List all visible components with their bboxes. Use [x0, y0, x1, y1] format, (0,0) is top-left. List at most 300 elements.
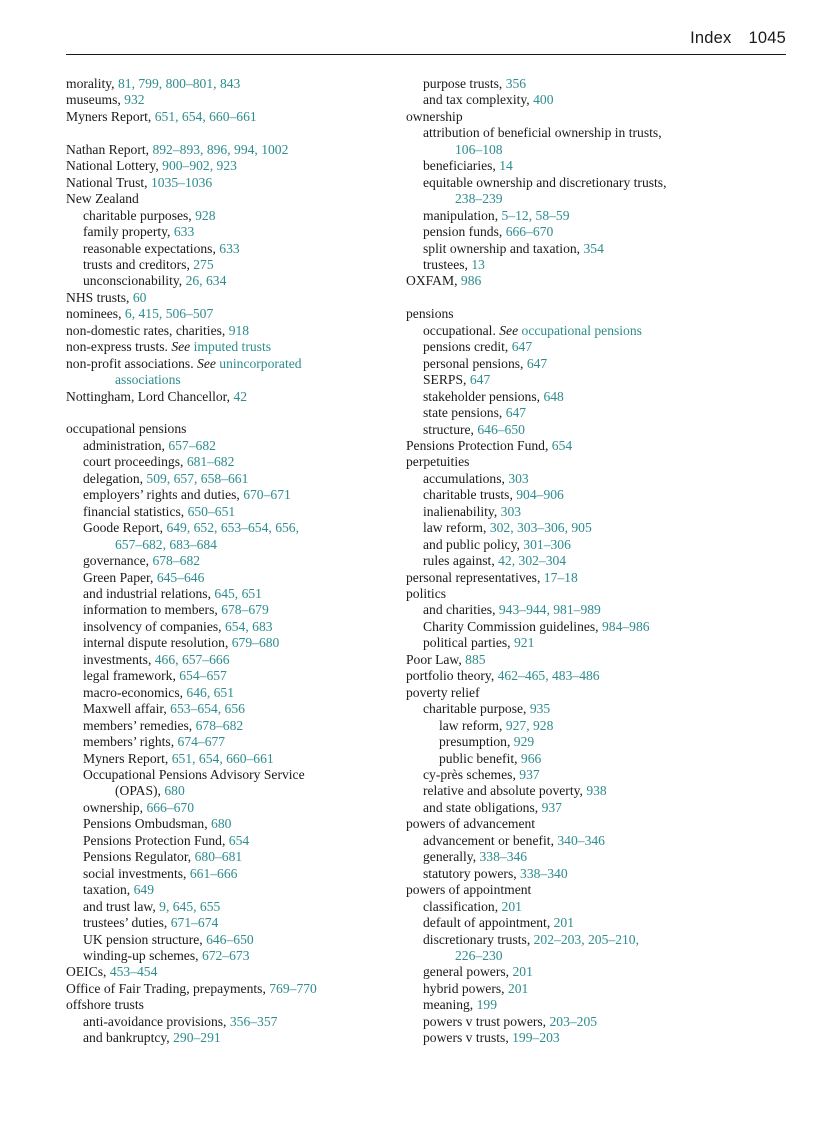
index-subentry	[66, 800, 396, 816]
entry-term: hybrid powers,	[423, 980, 508, 996]
page-references[interactable]: 649	[133, 882, 154, 898]
page-references[interactable]: 645–646	[156, 569, 205, 585]
index-column-left	[66, 76, 396, 1047]
cross-reference-link[interactable]: occupational pensions	[521, 322, 642, 338]
index-subentry	[406, 208, 736, 224]
index-subentry	[66, 652, 396, 668]
entry-term: state pensions,	[423, 405, 506, 421]
entry-term: Office of Fair Trading, prepayments,	[66, 980, 270, 996]
page-references[interactable]: 453–454	[109, 964, 158, 980]
page-references[interactable]: 13	[471, 256, 485, 272]
page-references[interactable]: 14	[499, 158, 513, 174]
page-references[interactable]: 9, 645, 655	[159, 898, 221, 914]
index-subentry	[66, 932, 396, 948]
page-references[interactable]: 680	[211, 816, 232, 832]
entry-term: National Trust,	[66, 174, 151, 190]
entry-term: rules against,	[423, 553, 499, 569]
page-references[interactable]: 943–944, 981–989	[498, 602, 601, 618]
entry-term: political parties,	[423, 635, 514, 651]
entry-term: discretionary trusts,	[423, 931, 534, 947]
entry-term: investments,	[83, 651, 155, 667]
entry-term: Occupational Pensions Advisory Service	[83, 767, 305, 782]
page-references[interactable]: 81, 799, 800–801, 843	[117, 76, 241, 91]
entry-term: accumulations,	[423, 470, 509, 486]
entry-term: morality,	[66, 76, 118, 91]
entry-term: default of appointment,	[423, 915, 554, 931]
index-subentry	[66, 849, 396, 865]
page-references[interactable]: 654	[228, 832, 250, 848]
index-heading	[406, 109, 736, 125]
entry-term: presumption,	[439, 734, 514, 750]
page-references[interactable]: 649, 652, 653–654, 656,	[166, 520, 299, 536]
index-subentry	[66, 1030, 396, 1046]
page-references[interactable]: 275	[193, 256, 214, 272]
page-references[interactable]: 679–680	[231, 635, 280, 651]
index-subentry	[66, 570, 396, 586]
page-references[interactable]: 666–670	[146, 799, 195, 815]
page-references[interactable]: 633	[173, 224, 195, 240]
index-subentry	[66, 487, 396, 503]
page-references[interactable]: 302, 303–306, 905	[489, 520, 592, 536]
entry-term: OEICs,	[66, 964, 110, 980]
page-references[interactable]: 646–650	[206, 931, 254, 947]
entry-term: advancement or benefit,	[423, 832, 558, 848]
entry-spacer	[406, 290, 736, 306]
index-heading	[66, 997, 396, 1013]
index-subentry	[66, 224, 396, 240]
index-heading	[66, 356, 396, 372]
index-heading	[66, 158, 396, 174]
page-references[interactable]: 199	[476, 997, 497, 1013]
index-subentry	[66, 273, 396, 289]
page-references[interactable]: 670–671	[243, 487, 291, 503]
index-column-right	[406, 76, 736, 1047]
entry-term: portfolio theory,	[406, 668, 498, 684]
page-references[interactable]: 303	[500, 503, 522, 519]
entry-term: purpose trusts,	[423, 76, 506, 91]
index-subentry	[66, 866, 396, 882]
entry-term: offshore trusts	[66, 997, 144, 1013]
page-references[interactable]: 937	[541, 799, 562, 815]
entry-term: members’ rights,	[83, 734, 178, 750]
index-subentry	[406, 718, 736, 734]
entry-term: internal dispute resolution,	[83, 635, 232, 651]
entry-term: ownership	[406, 108, 463, 124]
page-references[interactable]: 928	[195, 207, 216, 223]
page-references[interactable]: 645, 651	[214, 586, 262, 602]
page-references[interactable]: 885	[465, 651, 486, 667]
cross-reference-link[interactable]: imputed trusts	[193, 339, 272, 355]
index-heading	[66, 421, 396, 437]
page-references[interactable]: 672–673	[201, 947, 250, 963]
index-subentry	[406, 1030, 736, 1046]
entry-term: non-domestic rates, charities,	[66, 322, 229, 338]
page-references[interactable]: 661–666	[189, 865, 238, 881]
index-subentry	[406, 981, 736, 997]
index-subentry	[406, 800, 736, 816]
index-subentry	[66, 833, 396, 849]
index-heading	[406, 668, 736, 684]
index-subentry	[406, 767, 736, 783]
page-references[interactable]: 647	[526, 355, 548, 371]
index-subentry	[66, 635, 396, 651]
index-subentry	[66, 257, 396, 273]
index-subentry	[406, 783, 736, 799]
page-references[interactable]: 681–682	[186, 454, 235, 470]
entry-term: New Zealand	[66, 191, 139, 207]
page-references[interactable]: 42, 302–304	[498, 553, 567, 569]
index-heading	[66, 306, 396, 322]
index-heading	[406, 882, 736, 898]
index-subentry	[66, 751, 396, 767]
entry-term: public benefit,	[439, 750, 521, 766]
index-heading	[66, 142, 396, 158]
index-heading	[66, 339, 396, 355]
entry-term: occupational.	[423, 322, 500, 338]
index-subentry	[66, 668, 396, 684]
index-subentry	[406, 833, 736, 849]
entry-term: law reform,	[439, 717, 506, 733]
index-subentry	[406, 602, 736, 618]
page-references[interactable]: 646–650	[477, 421, 525, 437]
entry-term: and bankruptcy,	[83, 1030, 174, 1046]
page-references[interactable]: 201	[553, 915, 575, 931]
index-subentry	[66, 520, 396, 536]
page-references[interactable]: 935	[529, 701, 551, 717]
index-subentry	[406, 356, 736, 372]
entry-term: Nathan Report,	[66, 141, 153, 157]
entry-term: politics	[406, 586, 447, 602]
entry-spacer	[66, 125, 396, 141]
page-references[interactable]: 900–902, 923	[162, 158, 237, 174]
index-heading	[66, 175, 396, 191]
entry-term: charitable trusts,	[423, 487, 517, 503]
page-number: 1045	[748, 29, 786, 47]
page-references[interactable]: 769–770	[269, 980, 317, 996]
entry-term: law reform,	[423, 520, 490, 536]
entry-term: members’ remedies,	[83, 717, 196, 733]
index-subentry	[406, 635, 736, 651]
entry-term: unconscionability,	[83, 273, 186, 289]
page-references[interactable]: 201	[512, 964, 533, 980]
entry-term: powers of advancement	[406, 816, 536, 832]
entry-term: Pensions Ombudsman,	[83, 816, 212, 832]
entry-term: Pensions Protection Fund,	[83, 832, 229, 848]
page-references[interactable]: 201	[507, 980, 529, 996]
page-references[interactable]: 927, 928	[505, 717, 554, 733]
entry-term: Pensions Regulator,	[83, 849, 195, 865]
page-references[interactable]: 226–230	[455, 948, 503, 963]
entry-term: family property,	[83, 224, 174, 240]
index-subentry	[406, 701, 736, 717]
page-references[interactable]: 356	[505, 76, 527, 91]
page-references[interactable]: 671–674	[170, 915, 219, 931]
page-references[interactable]: 633	[219, 240, 240, 256]
index-subentry	[406, 241, 736, 257]
index-continuation	[406, 948, 736, 964]
index-subentry	[406, 964, 736, 980]
index-subentry	[66, 454, 396, 470]
index-subentry	[66, 915, 396, 931]
entry-term: Charity Commission guidelines,	[423, 618, 602, 634]
page-references[interactable]: 651, 654, 660–661	[171, 750, 274, 766]
index-subentry	[406, 932, 736, 948]
entry-term: and charities,	[423, 602, 499, 618]
entry-term: non-express trusts.	[66, 339, 172, 355]
entry-term: OXFAM,	[406, 273, 461, 289]
index-continuation	[406, 191, 736, 207]
page-references[interactable]: 238–239	[455, 191, 503, 207]
page-references[interactable]: 462–465, 483–486	[497, 668, 600, 684]
page-references[interactable]: 354	[583, 240, 604, 256]
page-references[interactable]: 892–893, 896, 994, 1002	[152, 141, 289, 157]
entry-term: NHS trusts,	[66, 289, 133, 305]
page-references[interactable]: 203–205	[549, 1013, 598, 1029]
index-heading	[66, 964, 396, 980]
index-subentry	[406, 224, 736, 240]
index-heading	[66, 323, 396, 339]
page-references[interactable]: 657–682	[168, 437, 216, 453]
entry-term: nominees,	[66, 306, 125, 322]
index-heading	[66, 290, 396, 306]
page-references[interactable]: 680	[164, 783, 185, 799]
page-references[interactable]: 338–346	[479, 849, 528, 865]
index-subentry	[406, 339, 736, 355]
index-subentry	[406, 915, 736, 931]
entry-term: insolvency of companies,	[83, 618, 225, 634]
entry-term: personal pensions,	[423, 355, 527, 371]
entry-term: poverty relief	[406, 684, 480, 700]
running-header	[66, 26, 786, 55]
page-references[interactable]: 338–340	[520, 865, 568, 881]
page-references[interactable]: 106–108	[455, 141, 503, 157]
entry-term: trusts and creditors,	[83, 256, 194, 272]
entry-term: beneficiaries,	[423, 158, 500, 174]
entry-term: Myners Report,	[66, 108, 155, 124]
entry-term: and state obligations,	[423, 799, 542, 815]
page-references[interactable]: 1035–1036	[150, 174, 213, 190]
entry-term: Maxwell affair,	[83, 701, 171, 717]
index-subentry	[66, 718, 396, 734]
index-subentry	[406, 1014, 736, 1030]
page-references[interactable]: 651, 654, 660–661	[154, 108, 257, 124]
index-subentry	[66, 438, 396, 454]
page-references[interactable]: 290–291	[173, 1030, 221, 1046]
entry-term: and tax complexity,	[423, 92, 534, 108]
index-subentry	[66, 619, 396, 635]
page-references[interactable]: 918	[228, 322, 250, 338]
entry-term: Green Paper,	[83, 569, 157, 585]
page-references[interactable]: associations	[115, 372, 181, 388]
page-references[interactable]: 400	[533, 92, 554, 108]
index-heading	[66, 109, 396, 125]
entry-term: ownership,	[83, 799, 147, 815]
see-reference: See	[171, 339, 194, 355]
entry-term: charitable purposes,	[83, 207, 196, 223]
index-subentry	[406, 372, 736, 388]
page-references[interactable]: 201	[501, 898, 522, 914]
index-subentry	[66, 208, 396, 224]
entry-term: general powers,	[423, 964, 513, 980]
entry-term: and public policy,	[423, 536, 524, 552]
index-continuation	[406, 142, 736, 158]
page-references[interactable]: 6, 415, 506–507	[124, 306, 214, 322]
entry-term: reasonable expectations,	[83, 240, 220, 256]
page-references[interactable]: 303	[508, 470, 529, 486]
index-subentry	[66, 948, 396, 964]
entry-term: cy-près schemes,	[423, 767, 520, 783]
page-references[interactable]: 509, 657, 658–661	[146, 470, 249, 486]
index-subentry	[406, 158, 736, 174]
entry-term: structure,	[423, 421, 478, 437]
index-subentry	[406, 849, 736, 865]
page-references[interactable]: 654	[551, 437, 573, 453]
page-references[interactable]: 654–657	[179, 668, 227, 684]
index-subentry	[406, 76, 736, 92]
entry-term: relative and absolute poverty,	[423, 783, 587, 799]
entry-term: UK pension structure,	[83, 931, 207, 947]
entry-term: inalienability,	[423, 503, 501, 519]
index-subentry	[66, 734, 396, 750]
entry-term: meaning,	[423, 997, 477, 1013]
index-subentry	[406, 866, 736, 882]
index-subentry	[406, 257, 736, 273]
page-references[interactable]: 938	[586, 783, 607, 799]
page-references[interactable]: 647	[511, 339, 533, 355]
entry-term: SERPS,	[423, 372, 470, 388]
page-references[interactable]: 202–203, 205–210,	[533, 931, 639, 947]
entry-term: pensions	[406, 306, 454, 322]
index-heading	[406, 273, 736, 289]
page-references[interactable]: 657–682, 683–684	[115, 536, 217, 552]
page-references[interactable]: 5–12, 58–59	[501, 207, 570, 223]
page-references[interactable]: 966	[520, 750, 542, 766]
entry-term: occupational pensions	[66, 421, 187, 437]
page-references[interactable]: 937	[519, 767, 540, 783]
entry-term: powers of appointment	[406, 882, 532, 898]
page-references[interactable]: 301–306	[523, 536, 571, 552]
index-subentry	[406, 751, 736, 767]
entry-term: split ownership and taxation,	[423, 240, 584, 256]
page-references[interactable]: 647	[469, 372, 491, 388]
page-references[interactable]: 60	[132, 289, 147, 305]
entry-term: perpetuities	[406, 454, 470, 470]
entry-term: delegation,	[83, 470, 147, 486]
index-subentry	[406, 997, 736, 1013]
entry-term: Pensions Protection Fund,	[406, 437, 552, 453]
entry-term: museums,	[66, 92, 125, 108]
page-references[interactable]: 904–906	[516, 487, 564, 503]
entry-term: governance,	[83, 553, 153, 569]
entry-term: court proceedings,	[83, 454, 187, 470]
entry-term: classification,	[423, 898, 502, 914]
index-subentry	[406, 520, 736, 536]
entry-term: charitable purpose,	[423, 701, 530, 717]
entry-term: pensions credit,	[423, 339, 512, 355]
index-subentry	[66, 504, 396, 520]
page-references[interactable]: 356–357	[229, 1013, 278, 1029]
page-references[interactable]: 646, 651	[186, 684, 234, 700]
entry-term: trustees’ duties,	[83, 915, 171, 931]
index-heading	[406, 454, 736, 470]
index-subentry	[66, 602, 396, 618]
index-subentry	[66, 553, 396, 569]
cross-reference-link[interactable]: unincorporated	[219, 355, 302, 371]
page-references[interactable]: 680–681	[194, 849, 243, 865]
index-subentry	[406, 553, 736, 569]
page-references[interactable]: 653–654, 656	[170, 701, 245, 717]
index-subentry	[406, 405, 736, 421]
index-heading	[406, 652, 736, 668]
index-subentry	[66, 241, 396, 257]
page-references[interactable]: 26, 634	[185, 273, 227, 289]
entry-term: manipulation,	[423, 207, 502, 223]
page-references[interactable]: 984–986	[601, 618, 650, 634]
page-references[interactable]: 466, 657–666	[154, 651, 230, 667]
entry-term: macro-economics,	[83, 684, 187, 700]
page-references[interactable]: 929	[513, 734, 535, 750]
entry-term: winding-up schemes,	[83, 947, 202, 963]
index-subentry	[406, 422, 736, 438]
page-references[interactable]: 921	[513, 635, 535, 651]
entry-term: and industrial relations,	[83, 586, 215, 602]
index-subentry	[406, 899, 736, 915]
index-continuation	[66, 783, 396, 799]
entry-term: non-profit associations.	[66, 355, 198, 371]
index-subentry	[406, 487, 736, 503]
page-references[interactable]: 647	[505, 405, 527, 421]
page-references[interactable]: 654, 683	[224, 618, 273, 634]
index-subentry	[66, 816, 396, 832]
index-subentry	[406, 619, 736, 635]
page-references[interactable]: 666–670	[505, 224, 554, 240]
page-references[interactable]: 42	[233, 388, 248, 404]
entry-term: (OPAS),	[115, 783, 165, 799]
index-subentry	[406, 92, 736, 108]
page-references[interactable]: 986	[460, 273, 482, 289]
index-subentry	[66, 1014, 396, 1030]
entry-term: equitable ownership and discretionary trusts,	[423, 174, 667, 190]
entry-term: Poor Law,	[406, 651, 466, 667]
page-references[interactable]: 17–18	[543, 569, 578, 585]
index-heading	[406, 816, 736, 832]
index-heading	[66, 389, 396, 405]
entry-term: personal representatives,	[406, 569, 544, 585]
page-references[interactable]: 340–346	[557, 832, 605, 848]
index-subentry	[406, 537, 736, 553]
page-references[interactable]: 199–203	[512, 1030, 560, 1046]
page-references[interactable]: 648	[543, 388, 564, 404]
page-references[interactable]: 678–679	[221, 602, 269, 618]
page-references[interactable]: 678–682	[195, 717, 244, 733]
index-heading	[66, 76, 396, 92]
entry-term: and trust law,	[83, 898, 160, 914]
see-reference: See	[499, 322, 522, 338]
index-heading	[66, 92, 396, 108]
entry-term: generally,	[423, 849, 480, 865]
page-references[interactable]: 932	[124, 92, 145, 108]
entry-spacer	[66, 405, 396, 421]
page-references[interactable]: 674–677	[177, 734, 226, 750]
section-label: Index	[690, 29, 732, 47]
entry-term: information to members,	[83, 602, 222, 618]
index-subentry	[406, 175, 736, 191]
page-references[interactable]: 650–651	[187, 503, 236, 519]
entry-term: administration,	[83, 437, 169, 453]
entry-term: employers’ rights and duties,	[83, 487, 244, 503]
index-heading	[66, 981, 396, 997]
page-references[interactable]: 678–682	[152, 553, 201, 569]
